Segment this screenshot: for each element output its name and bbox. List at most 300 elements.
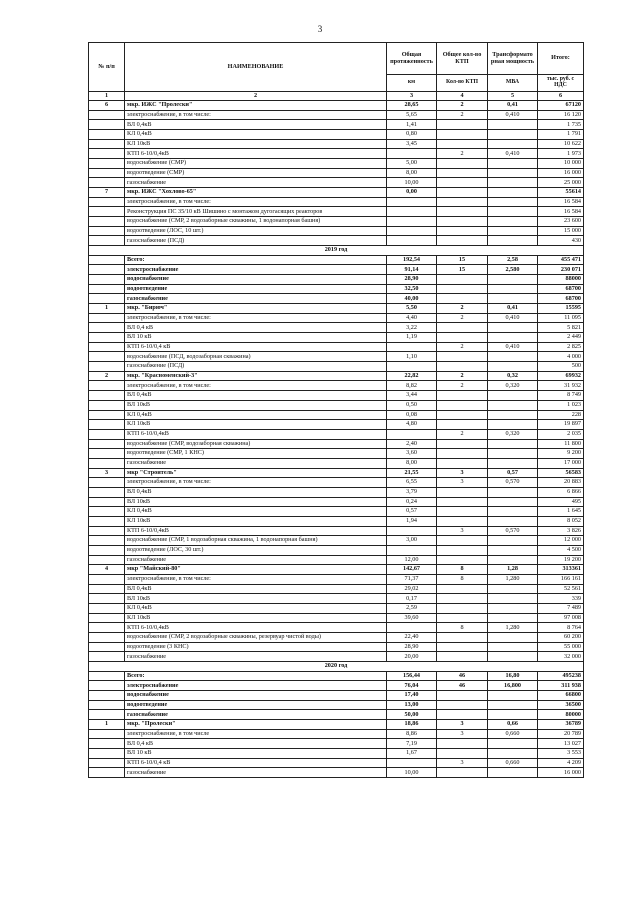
row-number xyxy=(89,749,125,759)
row-length xyxy=(387,429,437,439)
row-name: КЛ 0,4кВ xyxy=(125,603,387,613)
row-power: 0,570 xyxy=(488,526,538,536)
row-power: 0,410 xyxy=(488,110,538,120)
row-power xyxy=(488,420,538,430)
header-name: НАИМЕНОВАНИЕ xyxy=(125,43,387,92)
row-ktp-count xyxy=(437,391,488,401)
row-number xyxy=(89,236,125,246)
table-row xyxy=(89,507,584,517)
row-total: 1 645 xyxy=(538,507,584,517)
row-power xyxy=(488,545,538,555)
row-length xyxy=(387,197,437,207)
row-ktp-count: 46 xyxy=(437,681,488,691)
row-name: ВЛ 0,4кВ xyxy=(125,584,387,594)
row-name: водоснабжение xyxy=(125,690,387,700)
row-length: 28,90 xyxy=(387,642,437,652)
row-number xyxy=(89,613,125,623)
row-length xyxy=(387,217,437,227)
row-power xyxy=(488,168,538,178)
row-total: 1 791 xyxy=(538,130,584,140)
row-name: электроснабжение, в том числе: xyxy=(125,381,387,391)
row-power xyxy=(488,400,538,410)
row-name: мкр "Строитель" xyxy=(125,468,387,478)
row-name: водоснабжение (СМР, водозаборная скважина) xyxy=(125,439,387,449)
row-length: 2,40 xyxy=(387,439,437,449)
row-ktp-count: 3 xyxy=(437,758,488,768)
row-power xyxy=(488,700,538,710)
row-power xyxy=(488,284,538,294)
row-name: КТП 6-10/0,4 кВ xyxy=(125,342,387,352)
table-row xyxy=(89,449,584,459)
row-number xyxy=(89,333,125,343)
row-length: 22,82 xyxy=(387,371,437,381)
row-total: 2 035 xyxy=(538,429,584,439)
row-ktp-count: 2 xyxy=(437,371,488,381)
row-length: 7,19 xyxy=(387,739,437,749)
table-row xyxy=(89,545,584,555)
row-total: 55614 xyxy=(538,188,584,198)
row-ktp-count: 2 xyxy=(437,149,488,159)
row-name: КЛ 0,4кВ xyxy=(125,507,387,517)
row-number xyxy=(89,623,125,633)
table-row xyxy=(89,313,584,323)
row-ktp-count xyxy=(437,400,488,410)
row-number xyxy=(89,526,125,536)
row-name: газоснабжение xyxy=(125,458,387,468)
row-length: 10,00 xyxy=(387,768,437,778)
row-length: 50,00 xyxy=(387,710,437,720)
row-total: 1 023 xyxy=(538,400,584,410)
row-number xyxy=(89,294,125,304)
row-number xyxy=(89,739,125,749)
table-row xyxy=(89,381,584,391)
table-row xyxy=(89,333,584,343)
row-name: газоснабжение (ПСД) xyxy=(125,236,387,246)
column-number: 2 xyxy=(125,92,387,101)
row-ktp-count xyxy=(437,632,488,642)
table-row xyxy=(89,323,584,333)
table-row xyxy=(89,400,584,410)
row-name: ВЛ 0,4кВ xyxy=(125,391,387,401)
row-number xyxy=(89,555,125,565)
row-ktp-count: 2 xyxy=(437,381,488,391)
row-number xyxy=(89,313,125,323)
row-ktp-count: 2 xyxy=(437,110,488,120)
row-total: 166 161 xyxy=(538,574,584,584)
row-number xyxy=(89,584,125,594)
row-power xyxy=(488,439,538,449)
row-ktp-count xyxy=(437,545,488,555)
table-row xyxy=(89,236,584,246)
row-total: 80000 xyxy=(538,710,584,720)
row-number: 6 xyxy=(89,101,125,111)
row-name: КТП 6-10/0,4 кВ xyxy=(125,758,387,768)
table-row xyxy=(89,217,584,227)
row-name: электроснабжение, в том числе: xyxy=(125,313,387,323)
row-power: 1,280 xyxy=(488,574,538,584)
row-number xyxy=(89,400,125,410)
row-total: 3 553 xyxy=(538,749,584,759)
row-ktp-count xyxy=(437,130,488,140)
row-total: 11 800 xyxy=(538,439,584,449)
row-number xyxy=(89,197,125,207)
row-power xyxy=(488,749,538,759)
row-total: 495 xyxy=(538,497,584,507)
row-number xyxy=(89,168,125,178)
row-total: 313361 xyxy=(538,565,584,575)
table-row xyxy=(89,729,584,739)
row-total: 11 095 xyxy=(538,313,584,323)
row-number xyxy=(89,178,125,188)
row-ktp-count xyxy=(437,700,488,710)
row-ktp-count: 3 xyxy=(437,478,488,488)
page-number: 3 xyxy=(317,24,323,34)
header-row xyxy=(89,43,584,75)
table-row xyxy=(89,284,584,294)
row-total: 88000 xyxy=(538,275,584,285)
table-row xyxy=(89,536,584,546)
row-total: 230 071 xyxy=(538,265,584,275)
row-power xyxy=(488,507,538,517)
row-length xyxy=(387,526,437,536)
row-ktp-count: 3 xyxy=(437,729,488,739)
row-ktp-count xyxy=(437,749,488,759)
row-name: КЛ 10кВ xyxy=(125,420,387,430)
row-number xyxy=(89,603,125,613)
row-length: 13,00 xyxy=(387,700,437,710)
table-row xyxy=(89,632,584,642)
row-number: 1 xyxy=(89,304,125,314)
row-total: 16 000 xyxy=(538,768,584,778)
header-power: Трансформато рная мощность xyxy=(488,43,538,75)
row-number xyxy=(89,671,125,681)
row-name: водоснабжение (СМР, 2 водозаборные скважины, резервуар чистой воды) xyxy=(125,632,387,642)
row-length: 8,82 xyxy=(387,381,437,391)
table-row xyxy=(89,197,584,207)
row-number xyxy=(89,768,125,778)
table-row xyxy=(89,497,584,507)
table-row xyxy=(89,594,584,604)
row-number: 7 xyxy=(89,188,125,198)
row-power xyxy=(488,594,538,604)
row-ktp-count: 3 xyxy=(437,720,488,730)
row-number xyxy=(89,265,125,275)
row-name: КЛ 0,4кВ xyxy=(125,130,387,140)
row-power xyxy=(488,178,538,188)
row-power xyxy=(488,294,538,304)
row-length xyxy=(387,623,437,633)
row-length xyxy=(387,342,437,352)
year-row xyxy=(89,246,584,256)
row-ktp-count xyxy=(437,217,488,227)
row-ktp-count xyxy=(437,333,488,343)
row-length: 32,50 xyxy=(387,284,437,294)
row-power: 0,660 xyxy=(488,729,538,739)
row-name: КЛ 10кВ xyxy=(125,139,387,149)
row-name: газоснабжение xyxy=(125,710,387,720)
row-name: электроснабжение, в том числе: xyxy=(125,574,387,584)
row-length: 4,40 xyxy=(387,313,437,323)
table-row xyxy=(89,574,584,584)
column-number: 6 xyxy=(538,92,584,101)
row-power: 0,66 xyxy=(488,720,538,730)
table-row xyxy=(89,720,584,730)
row-ktp-count xyxy=(437,458,488,468)
row-name: газоснабжение xyxy=(125,768,387,778)
row-ktp-count xyxy=(437,652,488,662)
row-total: 15 000 xyxy=(538,226,584,236)
row-power xyxy=(488,632,538,642)
year-row xyxy=(89,661,584,671)
table-row xyxy=(89,603,584,613)
row-total: 68700 xyxy=(538,294,584,304)
row-length: 8,00 xyxy=(387,458,437,468)
row-length xyxy=(387,545,437,555)
row-name: ВЛ 10кВ xyxy=(125,497,387,507)
row-total: 15595 xyxy=(538,304,584,314)
row-power xyxy=(488,603,538,613)
header-num: № п/п xyxy=(89,43,125,92)
table-row xyxy=(89,690,584,700)
row-ktp-count: 15 xyxy=(437,255,488,265)
row-total: 3 826 xyxy=(538,526,584,536)
row-name: КТП 6-10/0,4кВ xyxy=(125,149,387,159)
row-ktp-count: 46 xyxy=(437,671,488,681)
row-power xyxy=(488,333,538,343)
row-ktp-count xyxy=(437,352,488,362)
row-total: 6 866 xyxy=(538,487,584,497)
row-total: 10 000 xyxy=(538,159,584,169)
row-name: электроснабжение, в том числе: xyxy=(125,110,387,120)
row-total: 67120 xyxy=(538,101,584,111)
row-length: 0,50 xyxy=(387,400,437,410)
row-name: электроснабжение, в том числе xyxy=(125,729,387,739)
row-name: водоотведение (ЛОС, 30 шт.) xyxy=(125,545,387,555)
row-name: ВЛ 0,4кВ xyxy=(125,120,387,130)
row-ktp-count xyxy=(437,584,488,594)
row-length xyxy=(387,236,437,246)
row-number xyxy=(89,381,125,391)
table-row xyxy=(89,188,584,198)
row-total: 97 008 xyxy=(538,613,584,623)
table-row xyxy=(89,584,584,594)
row-number xyxy=(89,594,125,604)
row-name: Реконструкция ПС 35/10 кВ Шишино с монтажом дугогасящих реакторов xyxy=(125,207,387,217)
row-number xyxy=(89,284,125,294)
table-row xyxy=(89,613,584,623)
row-total: 60 200 xyxy=(538,632,584,642)
row-power xyxy=(488,352,538,362)
row-power xyxy=(488,555,538,565)
row-number xyxy=(89,497,125,507)
row-name: электроснабжение, в том числе: xyxy=(125,478,387,488)
row-total: 4 500 xyxy=(538,545,584,555)
row-number xyxy=(89,275,125,285)
row-power xyxy=(488,768,538,778)
row-ktp-count: 2 xyxy=(437,304,488,314)
row-number xyxy=(89,110,125,120)
table-row xyxy=(89,458,584,468)
row-ktp-count xyxy=(437,449,488,459)
table-row xyxy=(89,255,584,265)
row-length: 3,60 xyxy=(387,449,437,459)
row-number xyxy=(89,362,125,372)
row-number xyxy=(89,681,125,691)
row-total: 8 764 xyxy=(538,623,584,633)
row-total: 1 973 xyxy=(538,149,584,159)
row-name: водоснабжение (СМР, 1 водозаборная скважина, 1 водонапорная башня) xyxy=(125,536,387,546)
row-name: мкр "Майский-80" xyxy=(125,565,387,575)
row-total: 69932 xyxy=(538,371,584,381)
row-name: ВЛ 10кВ xyxy=(125,594,387,604)
table-row xyxy=(89,130,584,140)
row-number xyxy=(89,700,125,710)
row-power xyxy=(488,159,538,169)
row-power xyxy=(488,275,538,285)
row-name: КЛ 0,4кВ xyxy=(125,410,387,420)
table-row xyxy=(89,110,584,120)
table-row xyxy=(89,555,584,565)
row-power xyxy=(488,449,538,459)
row-power xyxy=(488,710,538,720)
row-length: 1,94 xyxy=(387,516,437,526)
row-length: 10,00 xyxy=(387,178,437,188)
row-length: 6,55 xyxy=(387,478,437,488)
unit-rub: тыс. руб. с НДС xyxy=(538,75,584,92)
table-row xyxy=(89,671,584,681)
row-power: 0,410 xyxy=(488,313,538,323)
row-number xyxy=(89,217,125,227)
row-name: мкр. "Бирюч" xyxy=(125,304,387,314)
row-name: водоотведение xyxy=(125,284,387,294)
row-ktp-count: 15 xyxy=(437,265,488,275)
row-power xyxy=(488,536,538,546)
row-total: 52 561 xyxy=(538,584,584,594)
row-power xyxy=(488,642,538,652)
row-ktp-count xyxy=(437,536,488,546)
row-ktp-count xyxy=(437,188,488,198)
row-name: КТП 6-10/0,4кВ xyxy=(125,623,387,633)
table-row xyxy=(89,342,584,352)
row-length: 0,00 xyxy=(387,188,437,198)
row-number xyxy=(89,149,125,159)
row-total: 20 883 xyxy=(538,478,584,488)
row-length: 0,80 xyxy=(387,130,437,140)
row-power xyxy=(488,497,538,507)
row-length: 22,40 xyxy=(387,632,437,642)
row-name: ВЛ 10 кВ xyxy=(125,333,387,343)
row-name: электроснабжение xyxy=(125,681,387,691)
row-power xyxy=(488,236,538,246)
year-label: 2020 год xyxy=(89,661,584,671)
row-total: 36789 xyxy=(538,720,584,730)
row-name: водоснабжение xyxy=(125,275,387,285)
header-length: Общая протяженность xyxy=(387,43,437,75)
row-total: 66800 xyxy=(538,690,584,700)
row-number xyxy=(89,545,125,555)
row-number: 3 xyxy=(89,468,125,478)
row-ktp-count xyxy=(437,159,488,169)
row-length: 29,02 xyxy=(387,584,437,594)
row-total: 2 825 xyxy=(538,342,584,352)
row-power: 0,410 xyxy=(488,342,538,352)
row-power xyxy=(488,130,538,140)
row-power: 0,320 xyxy=(488,381,538,391)
row-power xyxy=(488,487,538,497)
row-length: 8,00 xyxy=(387,168,437,178)
row-total: 455 471 xyxy=(538,255,584,265)
row-number xyxy=(89,226,125,236)
row-ktp-count: 8 xyxy=(437,623,488,633)
row-number: 1 xyxy=(89,720,125,730)
row-name: водоснабжение (ПСД, водозаборная скважина) xyxy=(125,352,387,362)
table-row xyxy=(89,159,584,169)
row-ktp-count xyxy=(437,739,488,749)
table-row xyxy=(89,487,584,497)
row-power: 2,580 xyxy=(488,265,538,275)
column-number-row xyxy=(89,92,584,101)
table-row xyxy=(89,565,584,575)
unit-mva: МВА xyxy=(488,75,538,92)
table-row xyxy=(89,168,584,178)
row-name: водоотведение xyxy=(125,700,387,710)
row-name: газоснабжение xyxy=(125,555,387,565)
row-number xyxy=(89,516,125,526)
row-ktp-count xyxy=(437,768,488,778)
row-number xyxy=(89,574,125,584)
row-total: 13 027 xyxy=(538,739,584,749)
row-name: ВЛ 0,4 кВ xyxy=(125,739,387,749)
row-total: 4 209 xyxy=(538,758,584,768)
table-row xyxy=(89,207,584,217)
row-number xyxy=(89,255,125,265)
row-power xyxy=(488,613,538,623)
row-ktp-count: 8 xyxy=(437,565,488,575)
row-length: 3,79 xyxy=(387,487,437,497)
row-number xyxy=(89,729,125,739)
row-total: 16 584 xyxy=(538,197,584,207)
row-length: 5,50 xyxy=(387,304,437,314)
row-name: мкр. "Красноменский-3" xyxy=(125,371,387,381)
row-power xyxy=(488,458,538,468)
row-ktp-count: 2 xyxy=(437,313,488,323)
row-name: газоснабжение xyxy=(125,652,387,662)
row-total: 55 000 xyxy=(538,642,584,652)
row-ktp-count xyxy=(437,690,488,700)
row-total: 36500 xyxy=(538,700,584,710)
row-number xyxy=(89,410,125,420)
row-number xyxy=(89,429,125,439)
row-ktp-count xyxy=(437,178,488,188)
row-name: водоотведение (СМР, 1 КНС) xyxy=(125,449,387,459)
row-total: 10 622 xyxy=(538,139,584,149)
row-ktp-count: 2 xyxy=(437,429,488,439)
table-row xyxy=(89,478,584,488)
table-row xyxy=(89,149,584,159)
row-total: 2 449 xyxy=(538,333,584,343)
row-number xyxy=(89,758,125,768)
row-number xyxy=(89,458,125,468)
row-ktp-count xyxy=(437,594,488,604)
row-ktp-count xyxy=(437,710,488,720)
row-length: 1,41 xyxy=(387,120,437,130)
table-row xyxy=(89,768,584,778)
investment-table xyxy=(88,42,584,778)
table-row xyxy=(89,294,584,304)
column-number: 5 xyxy=(488,92,538,101)
row-power xyxy=(488,197,538,207)
row-total: 68700 xyxy=(538,284,584,294)
